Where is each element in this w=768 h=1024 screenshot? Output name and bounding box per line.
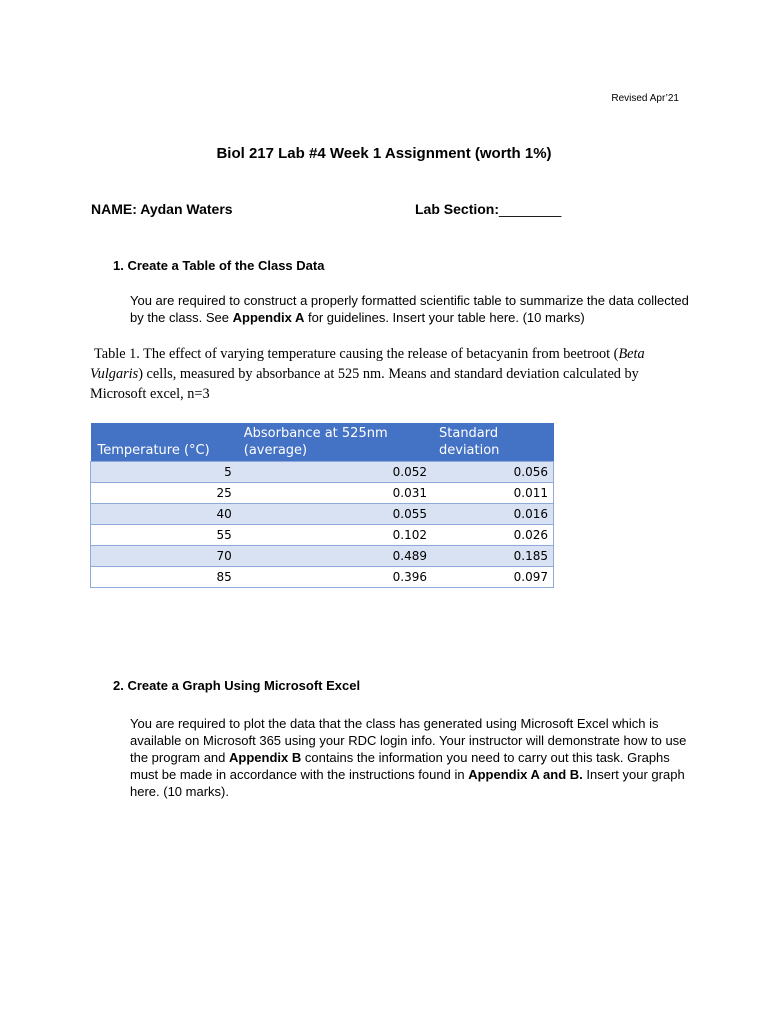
section-2-instructions [130,715,690,800]
appendix-a-ref: Appendix A [232,310,305,325]
student-name: NAME: Aydan Waters [91,201,233,217]
table-row [91,504,554,525]
header-std-dev: Standard deviation [432,423,554,462]
caption-part-1: Table 1. The effect of varying temperature causing the release of betacyanin from beetroot ( [94,346,619,362]
lab-section-label: Lab Section: [415,201,500,217]
appendix-ab-ref: Appendix A and B. [468,767,583,782]
table-caption [90,344,680,404]
section-1-instructions [130,292,690,326]
page-title: Biol 217 Lab #4 Week 1 Assignment (worth 1%) [216,145,552,162]
table-row [91,483,554,504]
cell-temperature: 85 [91,567,237,588]
cell-absorbance: 0.102 [237,525,432,546]
caption-species: Beta Vulgaris [90,346,645,382]
table-row [91,462,554,483]
cell-temperature: 5 [91,462,237,483]
cell-temperature: 55 [91,525,237,546]
section-1-heading: 1. Create a Table of the Class Data [113,258,325,273]
header-absorbance: Absorbance at 525nm (average) [237,423,432,462]
table-header-row [91,423,554,462]
cell-absorbance: 0.031 [237,483,432,504]
cell-temperature: 70 [91,546,237,567]
lab-section-blank: ________ [499,201,562,217]
section-2-text-b: contains the information you need to carry out this task. Graphs must be made in accordance with the instructions found in [130,750,670,782]
header-temperature: Temperature (°C) [91,423,237,462]
section-1-text-b: for guidelines. Insert your table here. (10 marks) [304,310,585,325]
cell-std-dev: 0.185 [432,546,554,567]
cell-absorbance: 0.489 [237,546,432,567]
cell-std-dev: 0.097 [432,567,554,588]
section-1-text-a: You are required to construct a properly formatted scientific table to summarize the data collected by the class. See [130,293,689,325]
cell-std-dev: 0.016 [432,504,554,525]
cell-absorbance: 0.396 [237,567,432,588]
cell-std-dev: 0.026 [432,525,554,546]
revised-date: Revised Apr’21 [611,93,679,104]
cell-temperature: 40 [91,504,237,525]
table-row [91,525,554,546]
cell-temperature: 25 [91,483,237,504]
lab-section [415,201,561,217]
table-row [91,546,554,567]
section-2-text-c: Insert your graph here. (10 marks). [130,767,685,799]
table-row [91,567,554,588]
class-data-table [90,423,554,588]
caption-part-2: ) cells, measured by absorbance at 525 nm. Means and standard deviation calculated by Microsoft excel, n=3 [90,366,639,402]
appendix-b-ref: Appendix B [229,750,302,765]
section-2-text-a: You are required to plot the data that the class has generated using Microsoft Excel which is available on Microsoft 365 using your RDC login info. Your instructor will demonstrate how to use the program and [130,716,687,765]
cell-std-dev: 0.011 [432,483,554,504]
cell-std-dev: 0.056 [432,462,554,483]
section-2-heading: 2. Create a Graph Using Microsoft Excel [113,678,361,693]
cell-absorbance: 0.052 [237,462,432,483]
cell-absorbance: 0.055 [237,504,432,525]
